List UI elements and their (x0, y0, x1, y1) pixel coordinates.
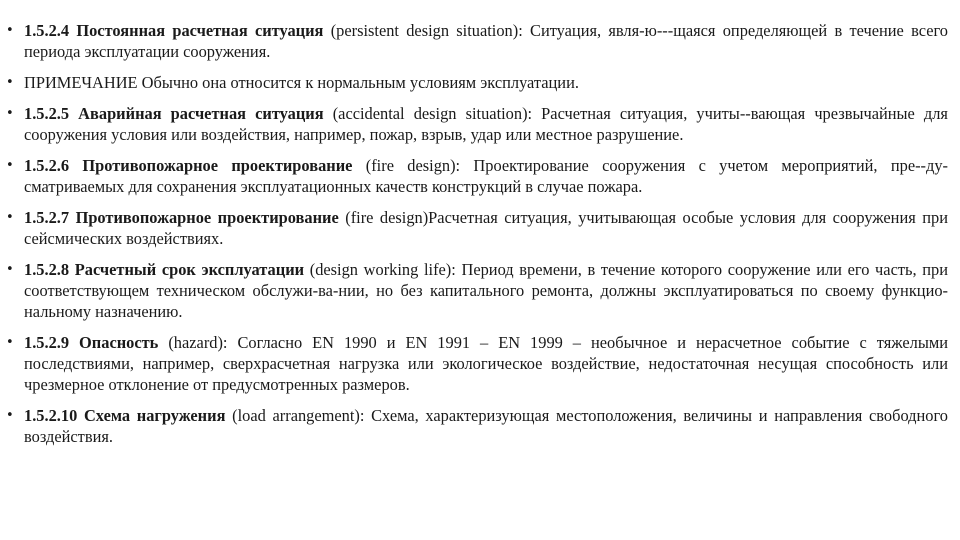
list-item-1-5-2-7 (4, 207, 948, 249)
definition-text: (persistent design situation): Ситуация, явля-ю---щаяся определяющей в течение всего периода эксплуатации сооружения. (24, 21, 948, 61)
term-label: 1.5.2.6 Противопожарное проектирование (24, 156, 353, 175)
bullet-icon: • (6, 262, 14, 277)
definition-text: (accidental design situation): Расчетная ситуация, учиты--вающая чрезвычайные для сооружения условия или воздействия, например, пожар, взрыв, удар или местное разрушение. (24, 104, 948, 144)
term-label: 1.5.2.9 Опасность (24, 333, 159, 352)
list-item-note (4, 72, 948, 93)
definition-text: (hazard): Согласно EN 1990 и EN 1991 – EN 1999 – необычное и нерасчетное событие с тяжелыми последствиями, например, сверхрасчетная нагрузка или экологическое воздействие, недостаточная несущая способность или чрезмерное отклонение от предусмотренных размеров. (24, 333, 949, 394)
term-label: 1.5.2.4 Постоянная расчетная ситуация (24, 21, 324, 40)
term-label: 1.5.2.8 Расчетный срок эксплуатации (24, 260, 305, 279)
term-label: 1.5.2.5 Аварийная расчетная ситуация (24, 104, 324, 123)
bullet-icon: • (6, 23, 14, 38)
list-item-1-5-2-8 (4, 259, 948, 322)
list-item-1-5-2-10 (4, 405, 948, 447)
definition-text: (fire design)Расчетная ситуация, учитывающая особые условия для сооружения при сейсмических воздействиях. (24, 208, 948, 248)
term-label: 1.5.2.10 Схема нагружения (24, 406, 226, 425)
definitions-list (4, 20, 948, 447)
definition-text: (fire design): Проектирование сооружения с учетом мероприятий, пре--ду-сматриваемых для сохранения эксплуатационных качеств конструкций в случае пожара. (24, 156, 949, 196)
list-item-1-5-2-5 (4, 103, 948, 145)
bullet-icon: • (6, 335, 14, 350)
list-item-1-5-2-6 (4, 155, 948, 197)
bullet-icon: • (6, 75, 14, 90)
bullet-icon: • (6, 210, 14, 225)
list-item-1-5-2-9 (4, 332, 948, 395)
bullet-icon: • (6, 106, 14, 121)
bullet-icon: • (6, 158, 14, 173)
bullet-icon: • (6, 408, 14, 423)
note-text: ПРИМЕЧАНИЕ Обычно она относится к нормальным условиям эксплуатации. (24, 73, 579, 92)
definition-text: (design working life): Период времени, в течение которого сооружение или его часть, при соответствующем техническом обслужи-ва-нии, но без капитального ремонта, должны эксплуатироваться по своему функцио-нальному назначению. (24, 260, 948, 321)
list-item-1-5-2-4 (4, 20, 948, 62)
term-label: 1.5.2.7 Противопожарное проектирование (24, 208, 339, 227)
definition-text: (load arrangement): Схема, характеризующая местоположения, величины и направления свободного воздействия. (24, 406, 949, 446)
